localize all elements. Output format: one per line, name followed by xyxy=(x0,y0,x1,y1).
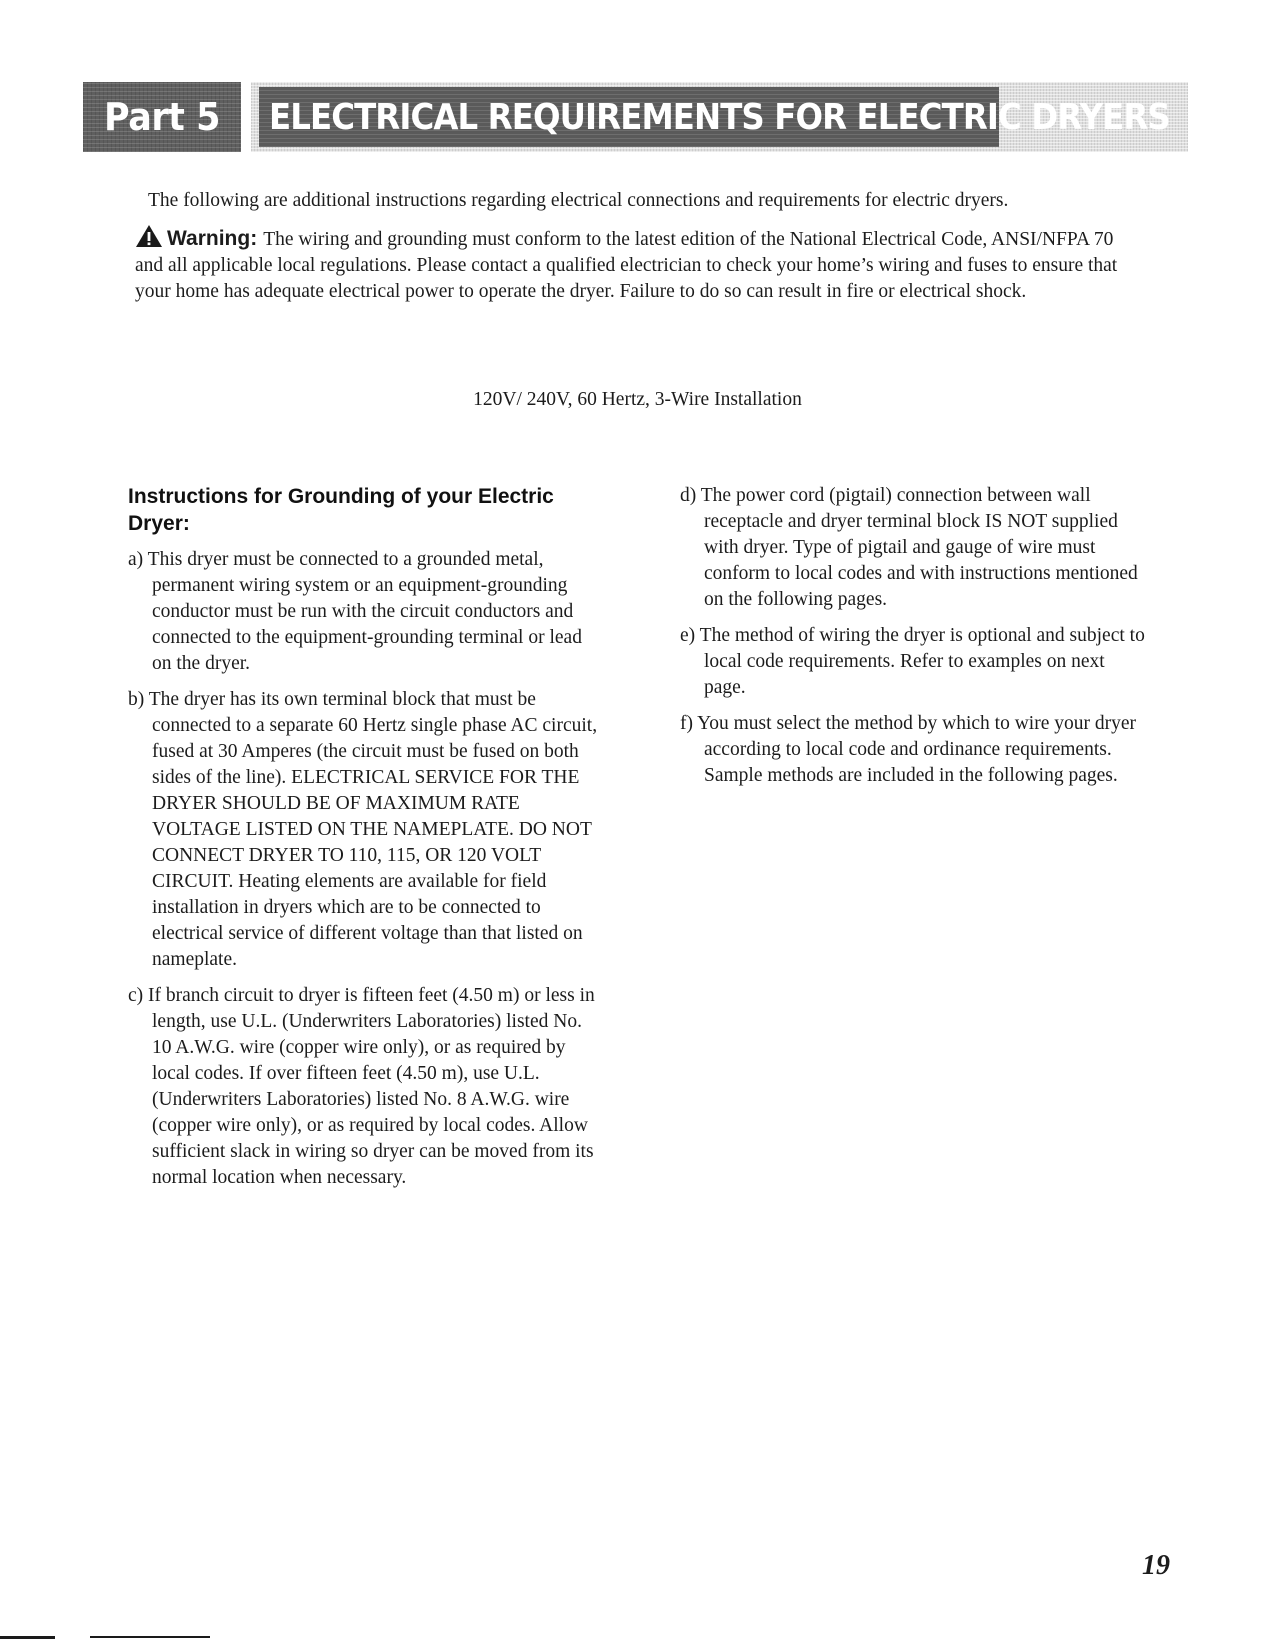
warning-text: The wiring and grounding must conform to the latest edition of the National Electrical Code, ANSI/NFPA 70 and all applicable local regulations. Please contact a qualified electrician to check your home’s wiring and fuses to ensure that your home has adequate electrical power to operate the dryer. Failure to do so can result in fire or electrical shock. xyxy=(135,229,1118,302)
left-column xyxy=(128,483,598,1201)
warning-triangle-icon xyxy=(135,224,163,248)
list-item: a) This dryer must be connected to a grounded metal, permanent wiring system or an equipment-grounding conductor must be run with the circuit conductors and connected to the equipment-grounding terminal or lead on the dryer. xyxy=(128,549,582,674)
list-item: f) You must select the method by which to wire your dryer according to local code and ordinance requirements. Sample methods are included in the following pages. xyxy=(680,713,1137,786)
list-item: e) The method of wiring the dryer is optional and subject to local code requirements. Refer to examples on next page. xyxy=(680,625,1145,698)
intro-paragraph: The following are additional instructions regarding electrical connections and requirements for electric dryers. xyxy=(148,190,1009,211)
installation-heading: 120V/ 240V, 60 Hertz, 3-Wire Installation xyxy=(473,389,802,410)
list-item: b) The dryer has its own terminal block that must be connected to a separate 60 Hertz single phase AC circuit, fused at 30 Amperes (the circuit must be fused on both sides of the line). ELECTRICAL SERVICE FOR THE DRYER SHOULD BE OF MAXIMUM RATE VOLTAGE LISTED ON THE NAMEPLATE. DO NOT CONNECT DRYER TO 110, 115, OR 120 VOLT CIRCUIT. Heating elements are available for field installation in dryers which are to be connected to electrical service of different voltage than that listed on nameplate. xyxy=(128,689,598,970)
page-number: 19 xyxy=(1142,1550,1170,1581)
grounding-heading: Instructions for Grounding of your Electric Dryer: xyxy=(128,485,554,535)
footer-rule xyxy=(90,1636,210,1638)
part-label: Part 5 xyxy=(104,95,220,139)
section-banner xyxy=(83,82,1188,152)
page-title: ELECTRICAL REQUIREMENTS FOR ELECTRIC DRYERS xyxy=(259,87,999,147)
list-item: d) The power cord (pigtail) connection between wall receptacle and dryer terminal block IS NOT supplied with dryer. Type of pigtail and gauge of wire must conform to local codes and with instructions mentioned on the following pages. xyxy=(680,485,1138,610)
list-item: c) If branch circuit to dryer is fifteen feet (4.50 m) or less in length, use U.L. (Underwriters Laboratories) listed No. 10 A.W.G. wire (copper wire only), or as required by local codes. If over fifteen feet (4.50 m), use U.L. (Underwriters Laboratories) listed No. 8 A.W.G. wire (copper wire only), or as required by local codes. Allow sufficient slack in wiring so dryer can be moved from its normal location when necessary. xyxy=(128,985,595,1188)
title-band xyxy=(251,82,1188,152)
warning-label: Warning: xyxy=(167,227,258,250)
right-column xyxy=(680,483,1150,799)
warning-paragraph xyxy=(135,224,1145,305)
footer-rule xyxy=(0,1636,55,1639)
part-tab xyxy=(83,82,241,152)
